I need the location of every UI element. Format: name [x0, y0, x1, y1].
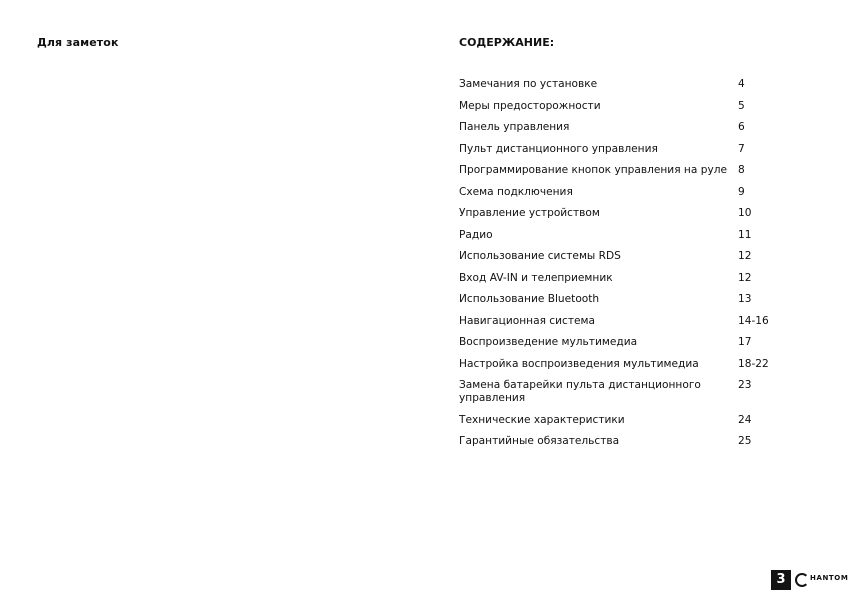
toc-entry-page: 12 [738, 250, 752, 262]
toc-entry-page: 13 [738, 293, 752, 305]
toc-entry [459, 207, 789, 220]
toc-entry-label: Программирование кнопок управления на руле [459, 164, 728, 176]
toc-entry-page: 8 [738, 164, 745, 176]
toc-entry-label: Замена батарейки пульта дистанционного управления [459, 379, 701, 404]
toc-entry-label: Пульт дистанционного управления [459, 142, 658, 155]
toc-entry-page: 7 [738, 142, 745, 155]
toc-entry-page: 23 [738, 379, 752, 391]
brand-logo [795, 571, 851, 589]
toc-entry-label: Использование системы RDS [459, 250, 621, 262]
toc-entry [459, 164, 789, 177]
toc-entry [459, 272, 789, 285]
toc-entry [459, 435, 789, 448]
toc-entry-label: Вход AV-IN и телеприемник [459, 271, 613, 284]
toc-entry-label: Использование Bluetooth [459, 293, 600, 305]
toc-entry-label: Управление устройством [459, 207, 600, 219]
toc-entry-page: 18-22 [738, 357, 769, 370]
toc-entry-page: 17 [738, 336, 752, 348]
toc-entry-label: Радио [459, 228, 493, 241]
toc-entry-label: Схема подключения [459, 185, 573, 198]
notes-page-title: Для заметок [37, 36, 119, 49]
toc-entry [459, 315, 789, 328]
brand-name: HANTOM [810, 574, 849, 582]
page-number: 3 [771, 570, 791, 590]
toc-entry-label: Воспроизведение мультимедиа [459, 336, 638, 348]
toc-entry [459, 78, 789, 91]
toc-entry-label: Меры предосторожности [459, 99, 601, 112]
brand-logo-icon [795, 573, 809, 587]
toc-entry [459, 250, 789, 263]
toc-entry-label: Панель управления [459, 121, 570, 133]
toc-entry-label: Технические характеристики [459, 413, 625, 426]
toc-entry-page: 6 [738, 121, 745, 133]
toc-entry-label: Настройка воспроизведения мультимедиа [459, 357, 699, 370]
toc-entry [459, 358, 789, 371]
toc-entry-label: Гарантийные обязательства [459, 435, 620, 447]
toc-entry [459, 143, 789, 156]
toc-entry [459, 414, 789, 427]
toc-entry-page: 11 [738, 228, 752, 241]
toc-entry [459, 186, 789, 199]
table-of-contents [459, 78, 789, 457]
toc-entry-label: Навигационная система [459, 314, 596, 327]
toc-entry [459, 100, 789, 113]
toc-entry-page: 5 [738, 99, 745, 112]
toc-entry [459, 379, 789, 405]
toc-title: СОДЕРЖАНИЕ: [459, 36, 555, 49]
toc-entry [459, 229, 789, 242]
toc-entry-page: 4 [738, 78, 745, 90]
toc-entry-page: 12 [738, 271, 752, 284]
toc-entry-page: 25 [738, 435, 752, 447]
toc-entry [459, 336, 789, 349]
toc-entry-page: 24 [738, 413, 752, 426]
toc-entry [459, 121, 789, 134]
toc-entry-label: Замечания по установке [459, 78, 598, 90]
toc-entry-page: 14-16 [738, 314, 769, 327]
toc-entry [459, 293, 789, 306]
toc-entry-page: 9 [738, 185, 745, 198]
toc-entry-page: 10 [738, 207, 752, 219]
